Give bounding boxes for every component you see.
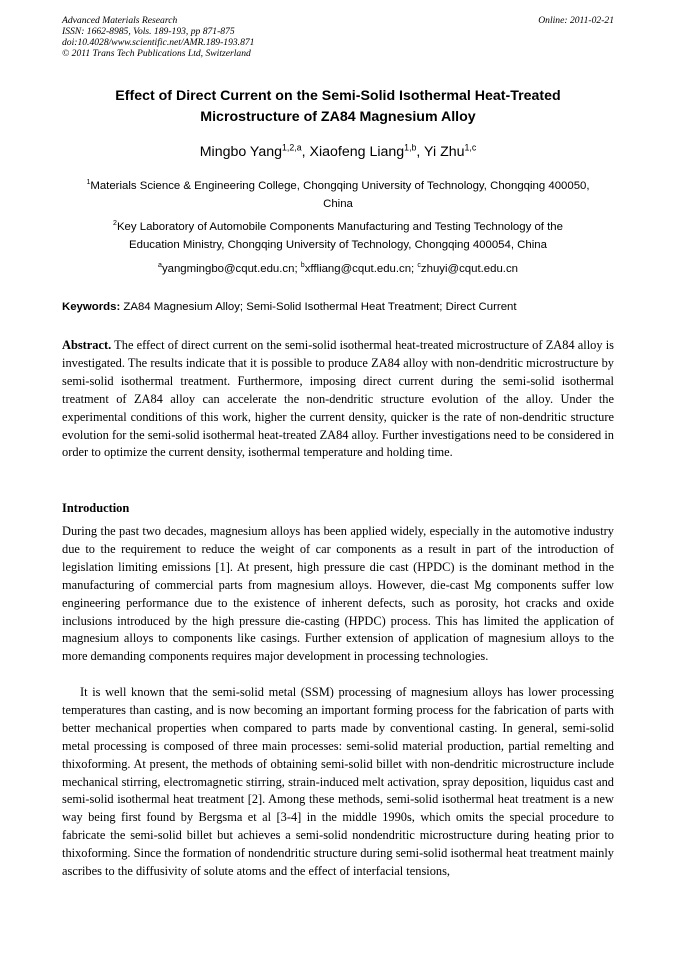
affiliation-text: China — [323, 198, 353, 210]
email-mark: c — [417, 262, 421, 270]
affiliation-text: Key Laboratory of Automobile Components Manufacturing and Testing Technology of the — [116, 221, 563, 233]
paper-title — [62, 86, 614, 128]
doi-line: doi:10.4028/www.scientific.net/AMR.189-193.871 — [62, 37, 255, 48]
introduction-paragraph-1: During the past two decades, magnesium alloys has been applied widely, especially in the automotive industry due to the requirement to reduce the weight of car components as a result in part of the introduction of legislation limiting emissions [1]. At present, high pressure die cast (HPDC) is the dominant method in the manufacturing of commercial parts from magnesium alloys. However, die-cast Mg components suffer low engineering performance due to the existence of inherent defects, such as porosity, hot cracks and oxide inclusions introduced by the high pressure die-casting (HPDC) process. This has limited the application of magnesium alloys to components like casings. Further extension of application of magnesium alloys to the more demanding components requires major development in processing technologies. — [62, 524, 614, 664]
affiliation-2 — [62, 218, 614, 254]
affiliation-text: Materials Science & Engineering College, Chongqing University of Technology, Chongqing 400050, — [90, 180, 590, 192]
title-line-1: Effect of Direct Current on the Semi-Solid Isothermal Heat-Treated — [115, 88, 561, 104]
email-address[interactable]: xffliang@cqut.edu.cn; — [304, 263, 418, 275]
author-affiliation-mark: 1,c — [464, 142, 477, 153]
email-address[interactable]: yangmingbo@cqut.edu.cn; — [161, 263, 301, 275]
author-name: Mingbo Yang — [199, 144, 283, 160]
journal-name: Advanced Materials Research — [62, 15, 178, 26]
copyright-line: © 2011 Trans Tech Publications Ltd, Switzerland — [62, 48, 251, 59]
affiliation-mark: 1 — [86, 179, 91, 187]
title-line-2: Microstructure of ZA84 Magnesium Alloy — [200, 109, 476, 125]
author-name: Xiaofeng Liang — [309, 144, 405, 160]
author-separator: , — [301, 144, 310, 160]
running-header — [62, 15, 614, 59]
section-heading-introduction: Introduction — [62, 501, 130, 515]
keywords-text: ZA84 Magnesium Alloy; Semi-Solid Isothermal Heat Treatment; Direct Current — [120, 301, 517, 313]
abstract — [62, 337, 614, 462]
online-date: Online: 2011-02-21 — [538, 15, 614, 26]
keywords-label: Keywords: — [62, 301, 121, 313]
email-mark: a — [158, 262, 162, 270]
email-list — [62, 261, 614, 277]
author-name: Yi Zhu — [424, 144, 465, 160]
issn-line: ISSN: 1662-8985, Vols. 189-193, pp 871-875 — [62, 26, 235, 37]
introduction-paragraph-2: It is well known that the semi-solid metal (SSM) processing of magnesium alloys has lower processing temperatures than casting, and is now becoming an important forming process for the fabrication of parts with better mechanical properties when compared to parts made by conventional casting. In general, semi-solid metal processing is composed of three main processes: semi-solid material production, partial remelting and thixoforming. At present, the methods of obtaining semi-solid billet with non-dendritic microstructure include mechanical stirring, electromagnetic stirring, strain-induced melt activation, spray deposition, liquidus cast and semi-solid isothermal heat treatment [2]. Among these methods, semi-solid isothermal heat treatment is a new way being first found by Bergsma et al [3-4] in the middle 1990s, which omits the special procedure to fabricate the semi-solid billet but achieves a semi-solid nondendritic microstructure during heating prior to thixoforming. Since the formation of nondendritic structure during semi-solid isothermal heat treatment mainly ascribes to the diffusivity of solute atoms and the effect of interfacial tensions, — [62, 685, 614, 879]
author-list — [62, 143, 614, 161]
author-affiliation-mark: 1,2,a — [282, 142, 302, 153]
abstract-label: Abstract. — [62, 338, 112, 352]
email-address[interactable]: zhuyi@cqut.edu.cn — [420, 263, 518, 275]
author-separator: , — [416, 144, 425, 160]
affiliation-1 — [62, 177, 614, 213]
keywords — [62, 299, 614, 315]
affiliation-text: Education Ministry, Chongqing University of Technology, Chongqing 400054, China — [129, 239, 547, 251]
email-mark: b — [300, 262, 305, 270]
abstract-text: The effect of direct current on the semi-solid isothermal heat-treated microstructure of ZA84 alloy is investigated. The results indicate that it is possible to produce ZA84 alloy with non-dendritic microstructure by semi-solid isothermal treatment. Furthermore, imposing direct current during the semi-solid isothermal treatment of ZA84 alloy can accelerate the non-dendritic structure evolution of the alloy. Under the experimental conditions of this work, higher the current density, quicker is the rate of non-dendritic structure evolution for the semi-solid isothermal heat-treated ZA84 alloy. Further investigations need to be considered in order to optimize the current density, isothermal temperature and holding time. — [62, 338, 614, 460]
author-affiliation-mark: 1,b — [404, 142, 417, 153]
affiliation-mark: 2 — [113, 220, 117, 228]
